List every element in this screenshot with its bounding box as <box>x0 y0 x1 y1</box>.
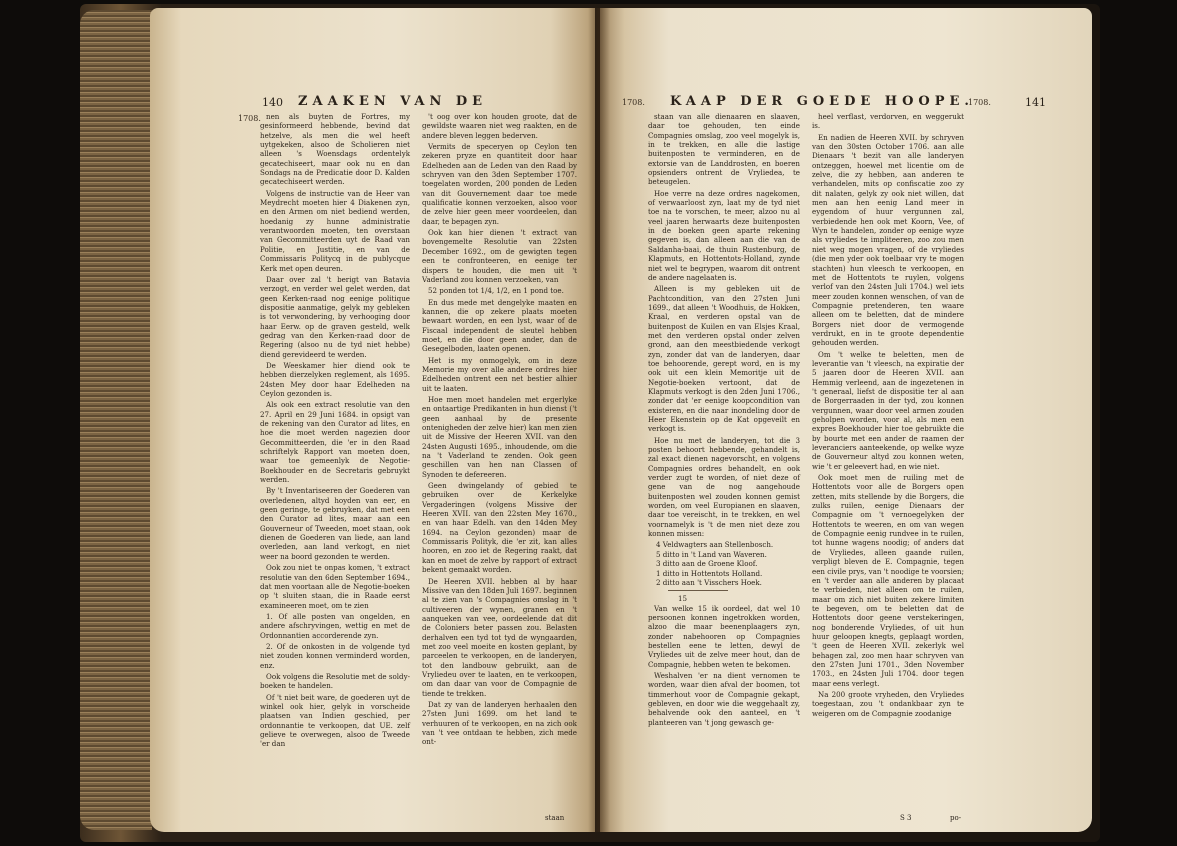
paragraph: nen als buyten de Fortres, my gesinformeerd hebbende, bevind dat hetzelve, als men die wel heeft uytgekeken, alsoo de Scholieren niet alleen 's Woensdags ordentelyk gecatechiseert, maar ook nu en dan Sondags na de Predicatie door D. Kalden gecatechiseert werden. <box>260 112 410 187</box>
paragraph: En nadien de Heeren XVII. by schryven van den 30sten October 1706. aan alle Dienaars 't bezit van alle landeryen ontzeggen, hoewel met licentie om de zelve, die zy hebben, aan anderen te verhandelen, mits op confiscatie zoo zy dit nalaten, gelyk zy ook niet willen, dat men aan hen eenig Land meer in eygendom of huur vergunnen zal, verbiedende hen ook met Koorn, Vee, of Wyn te handelen, zonder op eenige wyze als vryliedes te impliteeren, zoo zou men niet weg mogen vragen, of de vryliedes (die men yder ook toelbaar vry te mogen stachten) hun vleesch te verkoopen, en met de Hottentots te ruylen, volgens verlof van den 24sten Juli 1704.) wel iets meer zouden konnen wenschen, of van de Compagnie pretenderen, ten waare alleen om te beletten, dat de mindere Borgers niet door de vermogende verdrukt, en in te groote dependentie gehouden werden. <box>812 132 964 348</box>
right-page-number: 141 <box>1025 96 1046 109</box>
paragraph: Ook kan hier dienen 't extract van bovengemelte Resolutie van 22sten December 1692., om de gewigten tegen een te confronteeren, en eenige ter dispers te houden, die men uit 't Vaderland zou konnen verzoeken, van <box>422 228 577 284</box>
page-edges <box>80 10 152 830</box>
paragraph: Ook moet men de ruiling met de Hottentots voor alle de Borgers open zetten, mits stellende by die Borgers, die zulks ruilen, eenige Dienaars der Compagnie om 't vernoegelyken der Hottentots te weeren, en om van wegen de Compagnie eenig rundvee in te ruilen, tot hunne wagens noodig; of anders dat de Vryliedes, alleen gaande ruilen, verpligt bleven de E. Compagnie, tegen een civile prys, van 't noodige te voorsien; en 't verder aan alle anderen by placaat te verbieden, niet alleen om te ruilen, maar om zich niet buiten zekere limiten te begeven, om te beletten dat de Hottentots door geene verstekeringen, nog bonderende Vryliedes, of uit hun huur geloopen knegts, geplaagt worden, 't geen de Heeren XVII. zekerlyk wel behagen zal, zoo men haar schryven van den 27sten Juni 1701., 3den November 1703., en 24sten Juli 1704. door tegen maar eens verlegt. <box>812 473 964 688</box>
right-column-2 <box>812 112 964 720</box>
list-total: 15 <box>678 594 688 604</box>
paragraph: De Weeskamer hier diend ook te hebben dierzelyken reglement, als 1695. 24sten Mey door haar Edelheden na Ceylon gezonden is. <box>260 360 410 398</box>
paragraph: Ook volgens die Resolutie met de soldy-boeken te handelen. <box>260 671 410 691</box>
right-margin-year-left: 1708. <box>622 98 645 107</box>
right-column-1 <box>648 112 800 729</box>
paragraph: Daar over zal 't berigt van Batavia verzogt, en verder wel gelet werden, dat geen Kerken-raad nog eenige politique dispositie aanmatige, gelyk my gebleken is tot verwondering, by verhooging door haar Eerw. op de graven gesteld, welk gedrag van den Kerken-raad door de Regering (alsoo nu de tyd niet hebbe) diend gerevideerd te werden. <box>260 274 410 359</box>
left-column-1 <box>260 112 410 751</box>
list-rule <box>668 590 728 591</box>
book-gutter <box>588 8 610 832</box>
veldwagters-list <box>648 540 800 587</box>
left-column-2 <box>422 112 577 749</box>
list-item: 5 ditto in 't Land van Waveren. <box>656 549 767 559</box>
left-page-number: 140 <box>262 96 283 109</box>
paragraph: 1. Of alle posten van ongelden, en andere afschryvingen, wettig en met de Ordonnantien accorderende zyn. <box>260 611 410 640</box>
paragraph: Hoe nu met de landeryen, tot die 3 posten behoort hebbende, gehandelt is, zal exact dienen nagevorscht, en volgens Compagnies ordres behandelt, en ook verder zugt te worden, of niet deze of gene van de nog aangehoude buitenposten wel zouden konnen gemist worden, om veel Europianen en slaaven, daar toe vereischt, in te trekken, en wel voornamelyk is 't de men niet deze zou konnen missen: <box>648 435 800 539</box>
paragraph: En dus mede met dengelyke maaten en kannen, die op zekere plaats moeten bewaart worden, en een lyst, waar of de Fiscaal independent de sleutel hebben moet, en die door geen ander, dan de Gesegelboden, laaten openen. <box>422 297 577 354</box>
paragraph: heel verflast, verdorven, en weggerukt is. <box>812 112 964 131</box>
paragraph: De Heeren XVII. hebben al by haar Missive van den 18den Juli 1697. beginnen al te zien van 's Compagnies omslag in 't cultiveeren der wynen, granen en 't aanqueken van vee, oordeelende dat dit de Coloniers beter passen zou. Belasten derhalven een tyd tot tyd de wyngaarden, met zoo veel moeite en kosten geplant, by parceelen te verkoopen, en de landeryen, tot den landbouw gebruikt, aan de Vryliedeu over te laaten, en te verkoopen, om dan daar van voor de Compagnie de tiende te trekken. <box>422 576 577 698</box>
right-page <box>600 8 1092 832</box>
paragraph: Vermits de speceryen op Ceylon ten zekeren pryze en quantiteit door haar Edelheden aan de Leden van den Raad by schryven van den 3den September 1707. toegelaten worden, 200 ponden de Leden van dit Gouvernement daar toe mede qualificatie konnen verzoeken, alsoo voor de zelve hier geen meer voordeelen, dan daar, te bepagen zyn. <box>422 142 577 226</box>
paragraph: Om 't welke te beletten, men de leverantie van 't vleesch, na expiratie der 5 jaaren door de Heeren XVII. aan Hemmig verleend, aan de ingezetenen in 't generaal, liefst de dispositie ter al aan de Borgerraaden in der tyd, zou konnen vergunnen, waar door veel armen zouden geholpen worden, voor al, als men een expres Boekhouder hier toe gebruikte die by bourte met een ander de raamen der leveranciers aanteekende, op welke wyze de Gouverneur altyd zou konnen weten, wie 't er geleevert had, en wie niet. <box>812 349 964 471</box>
left-catchword: staan <box>545 814 565 822</box>
list-item: 4 Veldwagters aan Stellenbosch. <box>656 540 774 550</box>
list-item: 3 ditto aan de Groene Kloof. <box>656 559 758 569</box>
paragraph: Het is my onmogelyk, om in deze Memorie my over alle andere ordres hier Edelheden ontrent een net bestier alhier uit te laaten. <box>422 355 577 393</box>
right-running-head: KAAP DER GOEDE HOOPE. <box>670 94 974 109</box>
left-page <box>150 8 595 832</box>
paragraph: Van welke 15 ik oordeel, dat wel 10 persoonen konnen ingetrokken worden, alzoo die maar beenenplaagers zyn, zonder nabehooren op Compagnies bestellen eene te letten, dewyl de Vryliedes uit de zelve meer hout, dan de Compagnie, hebben weten te bekomen. <box>648 603 800 669</box>
paragraph: Dat zy van de landeryen herhaalen den 27sten Juni 1699. om het land te verhuuren of te verkoopen, en na zich ook van 't vee ontdaan te hebben, zich mede ont- <box>422 699 577 747</box>
paragraph: Weshalven 'er na dient vernomen te worden, waar dien afval der boomen, tot timmerhout voor de Compagnie gekapt, gebleven, en door wie die weggehaalt zy, behalvende ook den aanteel, en 't planteeren van 't jong gewasch ge- <box>648 670 800 727</box>
paragraph: Als ook een extract resolutie van den 27. April en 29 Juni 1684. in opsigt van de rekening van den Curator ad lites, en hoe die moet werden nagezien door Gecommitteerden, die 'er in den Raad schriftelyk Rapport van moeten doen, waar toe gemeenlyk de Negotie-Boekhouder en de Secretaris gebruykt werden. <box>260 400 410 485</box>
paragraph: 2. Of de onkosten in de volgende tyd niet zouden konnen verminderd worden, enz. <box>260 641 410 670</box>
paragraph: Of 't niet beit ware, de goederen uyt de winkel ook hier, gelyk in vorscheide plaatsen van Indien geschied, per ordonnantie te verkoopen, dat UE. zelf gelieve te overwegen, alsoo de Tweede 'er dan <box>260 692 410 749</box>
left-margin-year: 1708. <box>238 114 261 123</box>
list-item: 1 ditto in Hottentots Holland. <box>656 568 763 578</box>
paragraph: Na 200 groote vryheden, den Vryliedes toegestaan, zou 't ondankbaar zyn te weigeren om de Compagnie zoodanige <box>812 689 964 718</box>
paragraph: Ook zou niet te onpas komen, 't extract resolutie van den 6den September 1694., dat men voortaan alle de Negotie-boeken op 't sluiten staan, die in Raade eerst examineeren moet, om te zien <box>260 563 410 610</box>
paragraph: Geen dwingelandy of gebied te gebruiken over de Kerkelyke Vergaderingen (volgens Missive der Heeren XVII. van den 22sten Mey 1670., en van haar Edelh. van den 14den Mey 1694. na Ceylon gezonden) maar de Commissaris Polityk, die 'er zit, kan alles hooren, en zoo iet de Regering raakt, dat kan en moet de zelve by rapport of extract bekent gemaakt worden. <box>422 481 577 575</box>
paragraph: 't oog over kon houden groote, dat de gewildste waaren niet weg raakten, en de andere bleven leggen bederven. <box>422 112 577 140</box>
signature-mark: S 3 <box>900 814 912 822</box>
paragraph: Hoe men moet handelen met ergerlyke en ontaartige Predikanten in hun dienst ('t geen aanhaal by de presente ontenigheden der zelve hier) kan men zien uit de Missive der Heeren XVII. van den 24sten Augusti 1695., inhoudende, om die na 't Vaderland te zenden. Ook geen geschillen van hen nan Classen of Synoden te defereeren. <box>422 394 577 479</box>
paragraph: Volgens de instructie van de Heer van Meydrecht moeten hier 4 Diakenen zyn, en den Armen om niet bediend werden, hoedanig zy hunne administratie verantwoorden moeten, ten overstaan van Gecommitteerden uyt de Raad van Politie, en Justitie, en van de Commissaris Politycq in de publycque Kerk met open deuren. <box>260 188 410 273</box>
right-margin-year-right: 1708. <box>968 98 991 107</box>
paragraph: Alleen is my gebleken uit de Pachtcondition, van den 27sten Juni 1699., dat alleen 't Woodhuis, de Hokken, Kraal, en verderen opstal van de buitenpost de Kuilen en van Elsjes Kraal, met den verderen opstal onder zelven grond, aan den meestbiedende verkogt zyn, zonder dat van de landeryen, daar toe behoorende, gerept word, en is my ook uit een klein Memoritje uit de Negotie-boeken vertoont, dat de Klapmuts verkogt is den 2den Juni 1706., zonder dat 'er eenige koopcondition van existeren, en die naar inondeling door de Heer Ekenstein op de Kat opgeveilt en verkogt is. <box>648 284 800 434</box>
paragraph: Hoe verre na deze ordres nagekomen, of verwaarloost zyn, laat my de tyd niet toe na te vorschen, te meer, alzoo nu al veel jaaren herwaarts deze buitenposten in de boeken geen aparte rekening gegeven is, dan alleen aan die van de Saldanha-baai, de thuin Rustenburg, de Klapmuts, en Hottentots-Holland, zynde niet wel te begrypen, waarom dit ontrent de andere nagelaaten is. <box>648 188 800 282</box>
left-running-head: ZAAKEN VAN DE <box>298 94 488 109</box>
list-item: 2 ditto aan 't Visschers Hoek. <box>656 577 762 587</box>
paragraph: staan van alle dienaaren en slaaven, daar toe gehouden, ten einde Compagnies omslag, zoo veel mogelyk is, in te trekken, en alle die lastige buitenposten te verminderen, en de extorsie van de Landdrosten, en boeren opsienders ontrent de Vryliedea, te beteugelen. <box>648 112 800 187</box>
right-catchword: po- <box>950 814 962 822</box>
paragraph: By 't Inventariseeren der Goederen van overledenen, altyd hoyden van eer, en geen geringe, te gebruyken, dat met een den Curator ad lites, maar aan een Gouverneur of Tweeden, moet staan, ook dienen de Goederen van liede, aan land overleden, aan land verkogt, en niet weer na boord gezonden te werden. <box>260 486 410 561</box>
paragraph: 52 ponden tot 1/4, 1/2, en 1 pond toe. <box>428 286 564 296</box>
